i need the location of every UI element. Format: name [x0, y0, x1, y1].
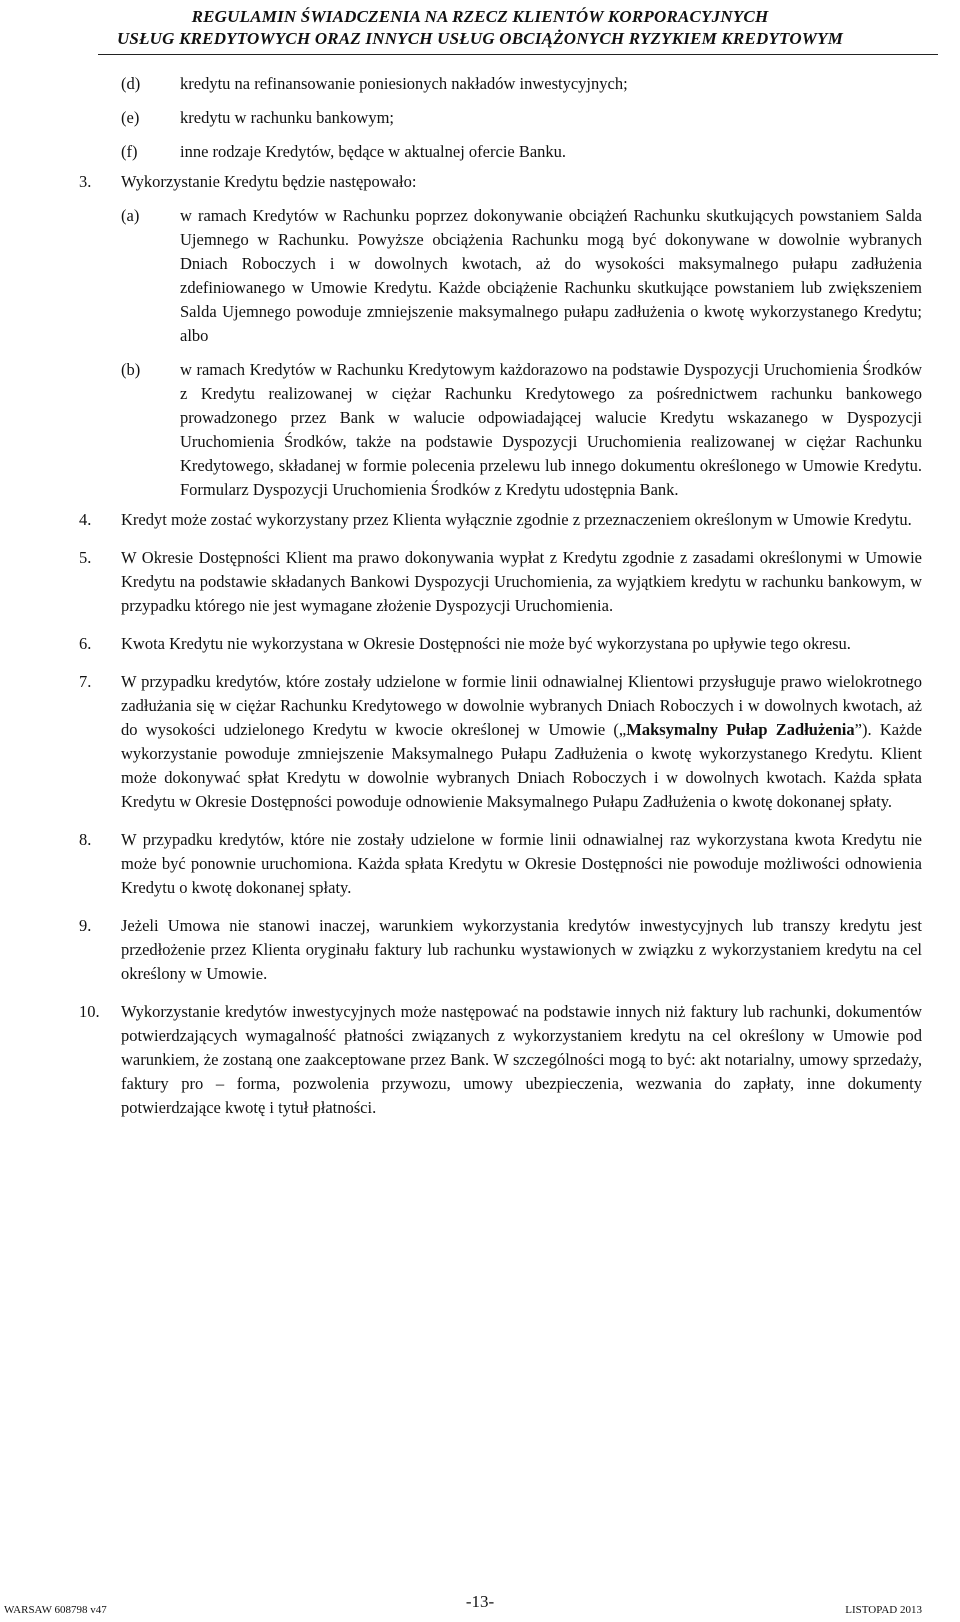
- numbered-paragraph: [0, 170, 960, 194]
- item-text: kredytu w rachunku bankowym;: [180, 108, 394, 127]
- paragraph-text-part: ”). Każde wykorzystanie powoduje zmniejszenie Maksymalnego Pułapu Zadłużenia o kwotę wykorzystanego Kredytu. Klient może dokonywać spłat Kredytu w dowolnie wybranych Dniach Roboczych i w dowolnych kwotach. Każda spłata Kredytu w Okresie Dostępności powoduje odnowienie Maksymalnego Pułapu Zadłużenia o kwotę dokonanej spłaty.: [121, 720, 922, 811]
- header-divider: [98, 54, 938, 55]
- list-item: [0, 72, 960, 96]
- list-item: [0, 106, 960, 130]
- paragraph-text-part: W przypadku kredytów, które zostały udzielone w formie linii odnawialnej Klientowi przysługuje prawo wielokrotnego zadłużania się w ciężar Rachunku Kredytowego w dowolnie wybranych Dniach Roboczych i w dowolnych kwotach, aż do wysokości udzielonego Kredytu w kwocie określonej w Umowie („: [121, 672, 922, 739]
- paragraph-number: 6.: [79, 634, 92, 653]
- paragraph-text: Wykorzystanie kredytów inwestycyjnych może następować na podstawie innych niż faktury lub rachunki, dokumentów potwierdzających wymagalność płatności związanych z wykorzystaniem kredytu na cel określony w Umowie pod warunkiem, że zostaną one zaakceptowane przez Bank. W szczególności mogą to być: akt notarialny, umowy sprzedaży, faktury pro – forma, pozwolenia przywozu, umowy ubezpieczenia, wezwania do zapłaty, inne dokumenty potwierdzające kwotę i tytuł płatności.: [121, 1002, 922, 1117]
- numbered-paragraph: [0, 828, 960, 900]
- list-item: [0, 140, 960, 164]
- item-text: w ramach Kredytów w Rachunku poprzez dokonywanie obciążeń Rachunku skutkujących powstaniem Salda Ujemnego w Rachunku. Powyższe obciążenia Rachunku mogą być dokonywane w dowolnie wybranych Dniach Roboczych i w dowolnych kwotach, aż do wysokości maksymalnego pułapu zadłużenia zdefiniowanego w Umowie Kredytu. Każde obciążenie Rachunku skutkujące powstaniem lub zwiększeniem Salda Ujemnego powoduje zmniejszenie maksymalnego pułapu zadłużenia o kwotę wykorzystanego Kredytu; albo: [180, 206, 922, 345]
- paragraph-text: W Okresie Dostępności Klient ma prawo dokonywania wypłat z Kredytu zgodnie z zasadami określonymi w Umowie Kredytu na podstawie składanych Bankowi Dyspozycji Uruchomienia, za wyjątkiem kredytu w rachunku bankowym, w przypadku którego nie jest wymagane złożenie Dyspozycji Uruchomienia.: [121, 548, 922, 615]
- item-label: (f): [121, 142, 138, 161]
- paragraph-number: 9.: [79, 916, 92, 935]
- page-number: -13-: [465, 1592, 495, 1611]
- document-body: [0, 72, 960, 1120]
- header-line-1: REGULAMIN ŚWIADCZENIA NA RZECZ KLIENTÓW KORPORACYJNYCH: [191, 7, 769, 26]
- list-item: [0, 358, 960, 502]
- paragraph-text: Wykorzystanie Kredytu będzie następowało:: [121, 172, 417, 191]
- numbered-paragraph: [0, 1000, 960, 1120]
- paragraph-number: 4.: [79, 510, 92, 529]
- item-text: inne rodzaje Kredytów, będące w aktualnej ofercie Banku.: [180, 142, 567, 161]
- numbered-paragraph: [0, 632, 960, 656]
- defined-term: Maksymalny Pułap Zadłużenia: [626, 720, 855, 739]
- paragraph-number: 7.: [79, 672, 92, 691]
- numbered-paragraph: [0, 546, 960, 618]
- paragraph-number: 5.: [79, 548, 92, 567]
- paragraph-text: [121, 670, 922, 814]
- paragraph-number: 10.: [79, 1002, 100, 1021]
- item-label: (e): [121, 108, 140, 127]
- item-text: kredytu na refinansowanie poniesionych nakładów inwestycyjnych;: [180, 74, 628, 93]
- page-header: [0, 6, 960, 50]
- paragraph-number: 8.: [79, 830, 92, 849]
- paragraph-text: W przypadku kredytów, które nie zostały udzielone w formie linii odnawialnej raz wykorzystana kwota Kredytu nie może być ponownie uruchomiona. Każda spłata Kredytu w Okresie Dostępności nie powoduje możliwości odnowienia Kredytu o kwotę dokonanej spłaty.: [121, 830, 922, 897]
- paragraph-text: Kwota Kredytu nie wykorzystana w Okresie Dostępności nie może być wykorzystana po upływie tego okresu.: [121, 634, 851, 653]
- header-line-2: USŁUG KREDYTOWYCH ORAZ INNYCH USŁUG OBCIĄŻONYCH RYZYKIEM KREDYTOWYM: [116, 29, 844, 48]
- numbered-paragraph: [0, 914, 960, 986]
- list-item: [0, 204, 960, 348]
- item-label: (b): [121, 360, 141, 379]
- paragraph-text: Jeżeli Umowa nie stanowi inaczej, warunkiem wykorzystania kredytów inwestycyjnych lub transzy kredytu jest przedłożenie przez Klienta oryginału faktury lub rachunku wystawionych w związku z wykorzystaniem kredytu na cel określony w Umowie.: [121, 916, 922, 983]
- document-id: WARSAW 608798 v47: [4, 1604, 107, 1616]
- numbered-paragraph: [0, 508, 960, 532]
- paragraph-number: 3.: [79, 172, 92, 191]
- paragraph-text: Kredyt może zostać wykorzystany przez Klienta wyłącznie zgodnie z przeznaczeniem określonym w Umowie Kredytu.: [121, 510, 912, 529]
- document-date: LISTOPAD 2013: [845, 1604, 922, 1616]
- item-label: (a): [121, 206, 140, 225]
- item-label: (d): [121, 74, 141, 93]
- numbered-paragraph: [0, 670, 960, 814]
- item-text: w ramach Kredytów w Rachunku Kredytowym każdorazowo na podstawie Dyspozycji Uruchomienia Środków z Kredytu realizowanej w ciężar Rachunku Kredytowego za pośrednictwem rachunku bankowego prowadzonego przez Bank w walucie odpowiadającej walucie Kredytu wskazanego w Dyspozycji Uruchomienia Środków, także na podstawie Dyspozycji Uruchomienia realizowanej w ciężar Rachunku Kredytowego, składanej w formie polecenia przelewu lub innego dokumentu określonego w Umowie Kredytu. Formularz Dyspozycji Uruchomienia Środków z Kredytu udostępnia Bank.: [180, 360, 922, 499]
